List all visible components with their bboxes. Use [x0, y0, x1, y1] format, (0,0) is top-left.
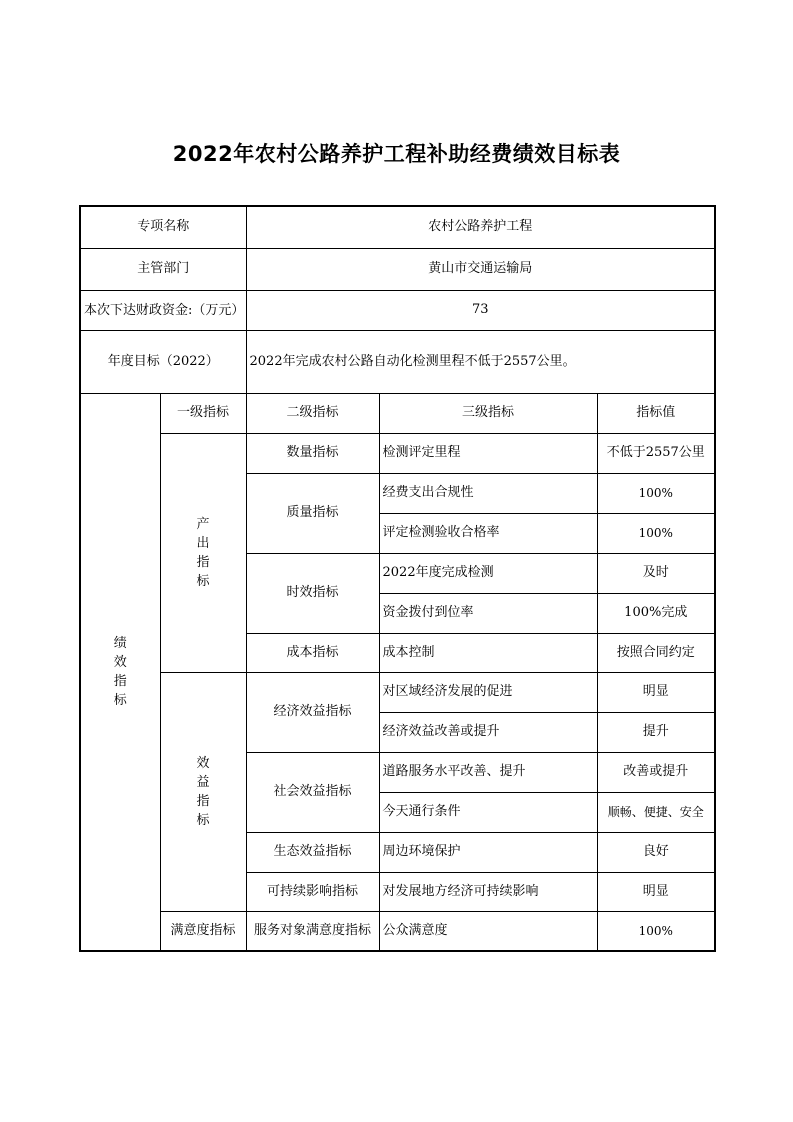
table-row [80, 206, 715, 248]
department-label: 主管部门 [80, 248, 246, 290]
annual-goal-value: 2022年完成农村公路自动化检测里程不低于2557公里。 [246, 330, 715, 393]
indicator-section-label [80, 393, 160, 951]
column-header: 二级指标 [246, 393, 379, 433]
page-title: 2022年农村公路养护工程补助经费绩效目标表 [172, 142, 621, 166]
level1-output-text: 产出指标 [196, 516, 210, 589]
level2-cell: 社会效益指标 [246, 752, 379, 832]
value-cell: 100% [597, 911, 715, 951]
table-row [80, 393, 715, 433]
table-row [80, 248, 715, 290]
value-cell: 提升 [597, 712, 715, 752]
level2-cell: 生态效益指标 [246, 832, 379, 872]
level3-cell: 评定检测验收合格率 [379, 513, 597, 553]
level3-cell: 经费支出合规性 [379, 473, 597, 513]
indicator-section-text: 绩效指标 [113, 635, 127, 708]
table-row [80, 290, 715, 330]
level3-cell: 经济效益改善或提升 [379, 712, 597, 752]
level2-cell: 经济效益指标 [246, 672, 379, 752]
level1-benefit-text: 效益指标 [196, 755, 210, 828]
funds-value: 73 [246, 290, 715, 330]
value-cell: 良好 [597, 832, 715, 872]
level1-satisfaction: 满意度指标 [160, 911, 246, 951]
project-name-label: 专项名称 [80, 206, 246, 248]
table-row [80, 330, 715, 393]
level3-cell: 资金拨付到位率 [379, 593, 597, 633]
annual-goal-label: 年度目标（2022） [80, 330, 246, 393]
level1-output [160, 433, 246, 672]
level3-cell: 成本控制 [379, 633, 597, 672]
value-cell: 100% [597, 473, 715, 513]
value-cell: 不低于2557公里 [597, 433, 715, 473]
value-cell: 改善或提升 [597, 752, 715, 792]
level2-cell: 可持续影响指标 [246, 872, 379, 911]
level3-cell: 对发展地方经济可持续影响 [379, 872, 597, 911]
value-cell: 顺畅、便捷、安全 [597, 792, 715, 832]
level3-cell: 对区域经济发展的促进 [379, 672, 597, 712]
funds-label: 本次下达财政资金:（万元） [80, 290, 246, 330]
table-row [80, 911, 715, 951]
level3-cell: 2022年度完成检测 [379, 553, 597, 593]
table-row [80, 433, 715, 473]
value-cell: 明显 [597, 872, 715, 911]
value-cell: 及时 [597, 553, 715, 593]
level3-cell: 检测评定里程 [379, 433, 597, 473]
level2-cell: 成本指标 [246, 633, 379, 672]
table-row [80, 672, 715, 712]
level2-cell: 质量指标 [246, 473, 379, 553]
performance-goal-table [79, 205, 716, 952]
value-cell: 按照合同约定 [597, 633, 715, 672]
level3-cell: 道路服务水平改善、提升 [379, 752, 597, 792]
level3-cell: 今天通行条件 [379, 792, 597, 832]
column-header: 指标值 [597, 393, 715, 433]
level1-benefit [160, 672, 246, 911]
level2-cell: 数量指标 [246, 433, 379, 473]
level2-cell: 时效指标 [246, 553, 379, 633]
level2-cell: 服务对象满意度指标 [246, 911, 379, 951]
department-value: 黄山市交通运输局 [246, 248, 715, 290]
value-cell: 100% [597, 513, 715, 553]
project-name-value: 农村公路养护工程 [246, 206, 715, 248]
value-cell: 明显 [597, 672, 715, 712]
column-header: 一级指标 [160, 393, 246, 433]
value-cell: 100%完成 [597, 593, 715, 633]
level3-cell: 公众满意度 [379, 911, 597, 951]
column-header: 三级指标 [379, 393, 597, 433]
level3-cell: 周边环境保护 [379, 832, 597, 872]
